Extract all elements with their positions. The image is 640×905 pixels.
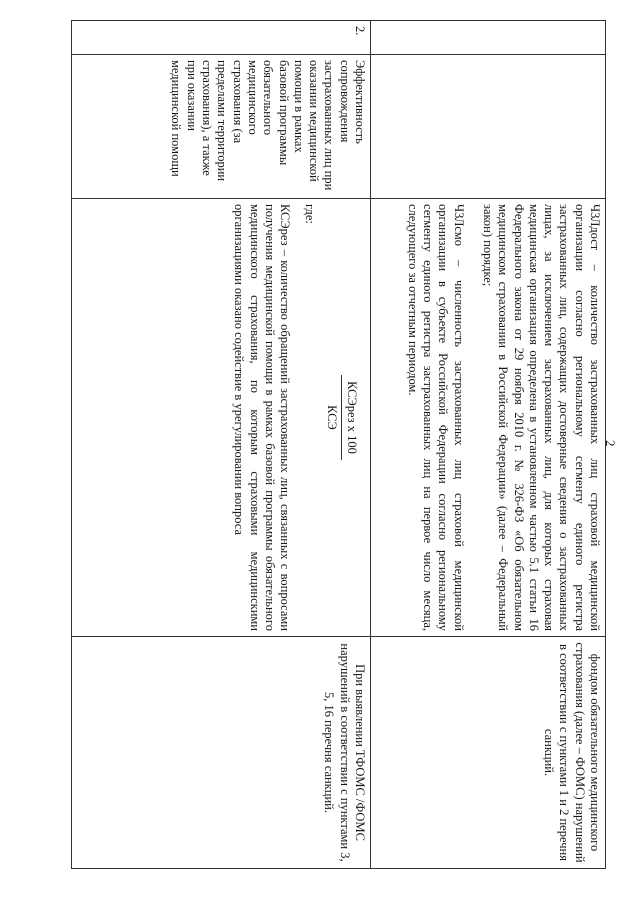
row-number-cell [371, 21, 606, 55]
row-number-cell: 2. [72, 21, 371, 55]
formula [323, 204, 359, 631]
sanction-note-cell: фондом обязательного медицинского страхования (далее – ФОМС) нарушений в соответствии с пунктами 1 и 2 перечня санкций. [371, 637, 606, 869]
definition-chzl-smo: ЧЗЛсмо – численность застрахованных лиц страховой медицинской организации в субъекте Российской Федерации согласно региональному сегменту единого регистра застрахованных лиц на первое число месяца, следующего за отчетным периодом. [405, 204, 466, 631]
definition-kse-rez: КСЭрез – количество обращений застрахованных лиц, связанных с вопросами получения медицинской помощи в рамках базовой программы обязательного медицинского страхования, по которым страховыми медицинскими организациями оказано содействие в урегулировании вопроса [232, 204, 293, 631]
formula-denominator: КСЭ [324, 405, 339, 430]
table-row [371, 21, 606, 869]
where-label: где: [303, 204, 318, 224]
calculation-cell [371, 199, 606, 637]
definition-chzl-dost: ЧЗЛдост – количество застрахованных лиц страховой медицинской организации согласно региональному сегменту единого регистра застрахованных лиц, содержащих достоверные сведения о застрахованных лицах, за исключением застрахованных лиц, для которых страховая медицинская организация определена в установленном частью 5.1 статьи 16 Федерального закона от 29 ноября 2010 г. № 326-ФЗ «Об обязательном медицинском страховании в Российской Федерации» (далее – Федеральный закон) порядке; [480, 204, 602, 631]
calculation-cell [72, 199, 371, 637]
sanction-note-cell: При выявлении ТФОМС /ФОМС нарушений в соответствии с пунктами 3, 5, 16 перечня санкций. [72, 637, 371, 869]
criteria-table [71, 20, 606, 869]
formula-numerator: КСЭрез х 100 [341, 375, 359, 460]
table-row [72, 21, 371, 869]
criterion-name-cell [371, 55, 606, 199]
page-number: 2 [603, 440, 618, 447]
criterion-name-cell: Эффективность сопровождения застрахованных лиц при оказании медицинской помощи в рамках базовой программы обязательного медицинского страхования (за пределами территории страхования), а также при оказании медицинской помощи [72, 55, 371, 199]
